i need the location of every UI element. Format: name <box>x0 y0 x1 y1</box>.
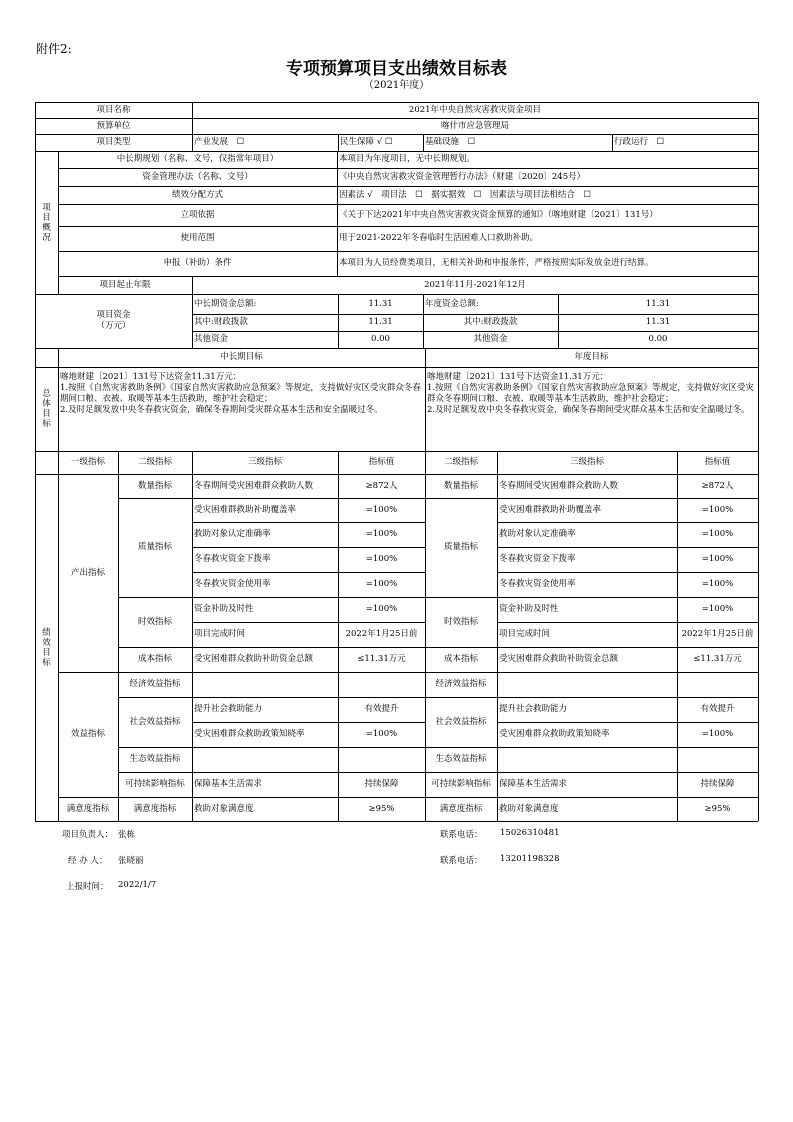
level1-indicator: 效益指标 <box>70 729 105 739</box>
level3-indicator <box>497 672 679 697</box>
level3-indicator: 项目完成时间 <box>194 629 246 639</box>
indicator-value: 2022年1月25日前 <box>681 629 754 639</box>
overview-row-label: 使用范围 <box>180 233 215 243</box>
level2-indicator: 时效指标 <box>443 616 478 627</box>
indicator-header: 二级指标 <box>443 457 478 467</box>
indicator-value: =100% <box>365 604 398 614</box>
overview-row-label: 申报（补助）条件 <box>163 258 232 268</box>
date-value: 2022/1/7 <box>118 880 157 890</box>
project-name-label: 项目名称 <box>96 104 131 115</box>
goals-side-label: 总体目标 <box>42 389 51 429</box>
project-name-value: 2021年中央自然灾害救灾资金项目 <box>408 104 542 115</box>
level3-indicator: 资金补助及时性 <box>499 604 559 614</box>
indicator-header: 二级指标 <box>137 457 172 467</box>
phone2-label: 联系电话： <box>440 856 483 866</box>
indicator-value <box>677 672 758 697</box>
indicator-value: ≥872人 <box>701 480 734 491</box>
unit-value: 喀什市应急管理局 <box>440 120 509 131</box>
indicator-value: =100% <box>365 554 398 564</box>
level2-indicator: 可持续影响指标 <box>431 779 491 789</box>
level3-indicator: 保障基本生活需求 <box>499 779 568 789</box>
indicator-value <box>338 747 425 772</box>
level3-indicator: 受灾困难群众救助政策知晓率 <box>194 729 305 739</box>
indicator-value: 有效提升 <box>700 704 735 714</box>
level3-indicator: 救助对象满意度 <box>499 803 559 814</box>
level2-indicator: 社会效益指标 <box>129 716 181 727</box>
fund-value: 0.00 <box>371 334 390 344</box>
indicator-value: ≥95% <box>368 803 395 814</box>
level2-indicator: 经济效益指标 <box>435 679 487 689</box>
level2-indicator: 社会效益指标 <box>435 716 487 727</box>
level3-indicator: 救助对象认定准确率 <box>499 529 576 539</box>
fund-value: 11.31 <box>645 298 671 309</box>
grid-line <box>35 821 758 822</box>
page-subtitle: （2021年度） <box>363 80 430 91</box>
overview-row-value: 本项目为人员经费类项目，无相关补助和申报条件，严格按照实际发放金进行结算。 <box>339 258 654 268</box>
fund-key: 其中:财政拨款 <box>194 317 248 327</box>
phone1-value: 15026310481 <box>500 828 560 838</box>
leader-label: 项目负责人： <box>62 830 114 840</box>
indicator-header: 指标值 <box>368 457 395 467</box>
level1-indicator: 满意度指标 <box>66 803 110 814</box>
indicator-header: 一级指标 <box>70 457 105 467</box>
type-option: 产业发展 ☐ <box>194 137 245 147</box>
level3-indicator: 受灾困难群众救助补助资金总额 <box>194 654 314 664</box>
level3-indicator <box>192 672 340 697</box>
page-title: 专项预算项目支出绩效目标表 <box>286 59 507 79</box>
indicator-value: 持续保障 <box>364 779 399 789</box>
level3-indicator: 资金补助及时性 <box>194 604 254 614</box>
attachment-label: 附件2: <box>36 42 72 56</box>
phone2-value: 13201198328 <box>500 854 560 864</box>
fund-key: 其中:财政拨款 <box>463 317 518 327</box>
level2-indicator: 生态效益指标 <box>435 754 487 764</box>
indicator-value: ≥95% <box>704 803 731 814</box>
level3-indicator: 受灾困难群救助补助覆盖率 <box>194 504 297 515</box>
overview-row-value: 《关于下达2021年中央自然灾害救灾资金预算的通知》（喀地财建〔2021〕131号） <box>339 209 658 220</box>
level2-indicator: 满意度指标 <box>133 803 177 814</box>
indicator-value: =100% <box>365 529 398 539</box>
fund-value: 0.00 <box>648 334 668 344</box>
handler-value: 张晓丽 <box>118 856 144 866</box>
level3-indicator: 救助对象满意度 <box>194 803 254 814</box>
level2-indicator: 生态效益指标 <box>129 754 181 764</box>
overview-row-value: 用于2021-2022年冬春临时生活困难人口救助补助。 <box>339 233 539 243</box>
level3-indicator: 冬春期间受灾困难群众救助人数 <box>194 480 314 491</box>
mid-goal-label: 中长期目标 <box>220 352 263 362</box>
level3-indicator <box>497 747 679 772</box>
level2-indicator: 质量指标 <box>443 542 478 552</box>
fund-key: 年度资金总额: <box>425 298 479 309</box>
unit-label: 预算单位 <box>96 120 131 131</box>
indicator-value: =100% <box>701 579 734 589</box>
indicator-value: ≤11.31万元 <box>693 654 742 664</box>
indicator-header: 三级指标 <box>247 457 282 467</box>
fund-key: 其他资金 <box>194 334 229 344</box>
indicator-header: 指标值 <box>704 457 731 467</box>
fund-value: 11.31 <box>645 317 671 327</box>
level3-indicator: 冬春救灾资金使用率 <box>194 579 271 589</box>
grid-line <box>35 367 758 368</box>
year-goal-label: 年度目标 <box>574 352 609 362</box>
year-goal-text: 喀地财建〔2021〕131号下达资金11.31万元： 1.按照《自然灾害救助条例》《国家自然灾害救助应急预案》等规定，支持做好灾区受灾群众冬春期间口粮、衣被、取暖等基本生活救助，维护社会稳定； 2.及时足额发放中央冬春救灾资金，确保冬春期间受灾群众基本生活和安全温暖过冬。 <box>427 372 754 415</box>
overview-row-label: 立项依据 <box>180 209 215 220</box>
type-option: 基础设施 ☐ <box>425 137 476 147</box>
phone1-label: 联系电话： <box>440 830 483 840</box>
indicator-value: ≥872人 <box>365 480 398 491</box>
handler-label: 经 办 人： <box>68 856 108 866</box>
type-label: 项目类型 <box>96 137 131 147</box>
indicator-value: 2022年1月25日前 <box>345 629 418 639</box>
fund-key: 中长期资金总额: <box>194 298 257 309</box>
level3-indicator: 受灾困难群救助补助覆盖率 <box>499 504 602 515</box>
level2-indicator: 质量指标 <box>137 542 172 552</box>
fund-key: 其他资金 <box>473 334 508 344</box>
indicator-header: 三级指标 <box>569 457 604 467</box>
level2-indicator: 满意度指标 <box>439 803 483 814</box>
indicator-value: =100% <box>701 729 734 739</box>
level2-indicator: 经济效益指标 <box>129 679 181 689</box>
indicator-value: =100% <box>701 604 734 614</box>
mid-goal-text: 喀地财建〔2021〕131号下达资金11.31万元： 1.按照《自然灾害救助条例》《国家自然灾害救助应急预案》等规定，支持做好灾区受灾群众冬春期间口粮、衣被、取暖等基本生活救助，维护社会稳定； 2.及时足额发放中央冬春救灾资金，确保冬春期间受灾群众基本生活和安全温暖过冬。 <box>60 372 421 415</box>
level2-indicator: 时效指标 <box>137 616 172 627</box>
indicator-value: =100% <box>365 729 398 739</box>
indicator-value: =100% <box>701 554 734 564</box>
fund-value: 11.31 <box>368 298 393 309</box>
level3-indicator: 救助对象认定准确率 <box>194 529 271 539</box>
indicator-value <box>677 747 758 772</box>
period-value: 2021年11月-2021年12月 <box>424 279 526 290</box>
indicator-value: 有效提升 <box>364 704 399 714</box>
level3-indicator: 受灾困难群众救助政策知晓率 <box>499 729 610 739</box>
indicator-value <box>338 672 425 697</box>
funds-label <box>35 294 192 348</box>
indicator-value: 持续保障 <box>700 779 735 789</box>
level2-indicator: 数量指标 <box>137 480 172 491</box>
indicators-side-label: 绩效目标 <box>42 627 51 668</box>
fund-value: 11.31 <box>368 317 393 327</box>
level3-indicator: 保障基本生活需求 <box>194 779 263 789</box>
funds-unit: （万元） <box>96 321 131 331</box>
funds-label-text: 项目资金 <box>96 310 131 320</box>
level2-indicator: 可持续影响指标 <box>125 779 185 789</box>
level1-indicator: 产出指标 <box>70 567 105 578</box>
level3-indicator: 冬春救灾资金下拨率 <box>194 554 271 564</box>
level3-indicator: 受灾困难群众救助补助资金总额 <box>499 654 619 664</box>
level3-indicator: 项目完成时间 <box>499 629 551 639</box>
period-label: 项目起止年限 <box>99 279 151 290</box>
indicator-value: =100% <box>701 529 734 539</box>
indicator-value: =100% <box>365 579 398 589</box>
level3-indicator: 冬春期间受灾困难群众救助人数 <box>499 480 619 491</box>
overview-row-value: 因素法 √ 项目法 ☐ 据实据效 ☐ 因素法与项目法相结合 ☐ <box>339 189 591 200</box>
type-option: 行政运行 ☐ <box>614 137 665 147</box>
leader-value: 张栋 <box>118 830 136 840</box>
indicator-value: ≤11.31万元 <box>357 654 406 664</box>
level2-indicator: 数量指标 <box>443 480 478 491</box>
overview-row-value: 本项目为年度项目，无中长期规划。 <box>339 154 476 164</box>
overview-row-label: 中长期规划（名称、文号，仅指常年项目） <box>116 154 279 164</box>
level3-indicator: 提升社会救助能力 <box>499 704 568 714</box>
overview-row-label: 资金管理办法（名称、文号） <box>142 171 253 182</box>
overview-row-value: 《中央自然灾害救灾资金管理暂行办法》（财建〔2020〕245号） <box>339 171 586 182</box>
level2-indicator: 成本指标 <box>443 654 478 664</box>
overview-row-label: 绩效分配方式 <box>171 189 223 200</box>
date-label: 上报时间： <box>66 882 109 892</box>
level3-indicator: 提升社会救助能力 <box>194 704 263 714</box>
level3-indicator <box>192 747 340 772</box>
level2-indicator: 成本指标 <box>137 654 172 664</box>
level3-indicator: 冬春救灾资金下拨率 <box>499 554 576 564</box>
overview-side-label: 项目概况 <box>42 202 51 243</box>
type-option: 民生保障 √ ☐ <box>340 137 393 147</box>
indicator-value: =100% <box>701 504 734 515</box>
indicator-value: =100% <box>365 504 398 515</box>
level3-indicator: 冬春救灾资金使用率 <box>499 579 576 589</box>
